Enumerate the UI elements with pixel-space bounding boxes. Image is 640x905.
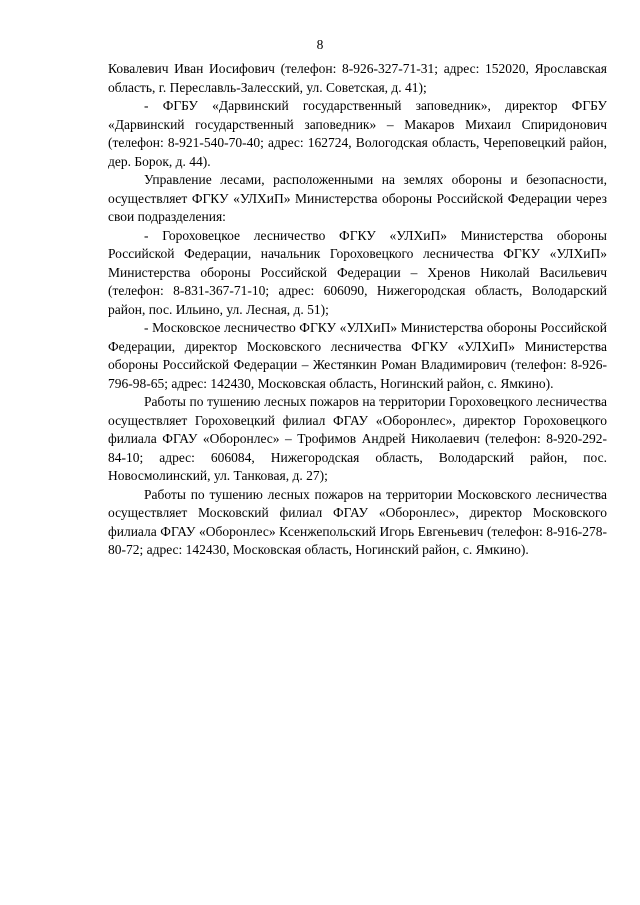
document-body	[108, 60, 607, 560]
page-number: 8	[316, 37, 324, 52]
paragraph-moscow-firefighting: Работы по тушению лесных пожаров на территории Московского лесничества осуществляет Московский филиал ФГАУ «Оборонлес», директор Московского филиала ФГАУ «Оборонлес» Ксенжепольский Игорь Евгеньевич (телефон: 8-916-278-80-72; адрес: 142430, Московская область, Ногинский район, с. Ямкино).	[108, 486, 607, 557]
paragraph-gorokhovets-forestry: - Гороховецкое лесничество ФГКУ «УЛХиП» Министерства обороны Российской Федерации, начальник Гороховецкого лесничества ФГКУ «УЛХиП» Министерства обороны Российской Федерации – Хренов Николай Васильевич (телефон: 8-831-367-71-10; адрес: 606090, Нижегородская область, Володарский район, пос. Ильино, ул. Лесная, д. 51);	[108, 227, 607, 317]
paragraph-gorokhovets-firefighting: Работы по тушению лесных пожаров на территории Гороховецкого лесничества осуществляет Гороховецкий филиал ФГАУ «Оборонлес», директор Гороховецкого филиала ФГАУ «Оборонлес» – Трофимов Андрей Николаевич (телефон: 8-920-292-84-10; адрес: 606084, Нижегородская область, Володарский район, пос. Новосмолинский, ул. Танковая, д. 27);	[108, 394, 607, 483]
paragraph-moscow-forestry: - Московское лесничество ФГКУ «УЛХиП» Министерства обороны Российской Федерации, директор Московского лесничества ФГКУ «УЛХиП» Министерства обороны Российской Федерации – Жестянкин Роман Владимирович (телефон: 8-926-796-98-65; адрес: 142430, Московская область, Ногинский район, с. Ямкино).	[108, 320, 607, 391]
paragraph-defense-lands-management: Управление лесами, расположенными на землях обороны и безопасности, осуществляет ФГКУ «УЛХиП» Министерства обороны Российской Федерации через свои подразделения:	[108, 172, 607, 224]
paragraph-darwin-reserve: - ФГБУ «Дарвинский государственный заповедник», директор ФГБУ «Дарвинский государственный заповедник» – Макаров Михаил Спиридонович (телефон: 8-921-540-70-40; адрес: 162724, Вологодская область, Череповецкий район, дер. Борок, д. 44).	[108, 98, 607, 169]
paragraph-kovalevich-continuation: Ковалевич Иван Иосифович (телефон: 8-926-327-71-31; адрес: 152020, Ярославская область, г. Переславль-Залесский, ул. Советская, д. 41);	[108, 61, 607, 95]
